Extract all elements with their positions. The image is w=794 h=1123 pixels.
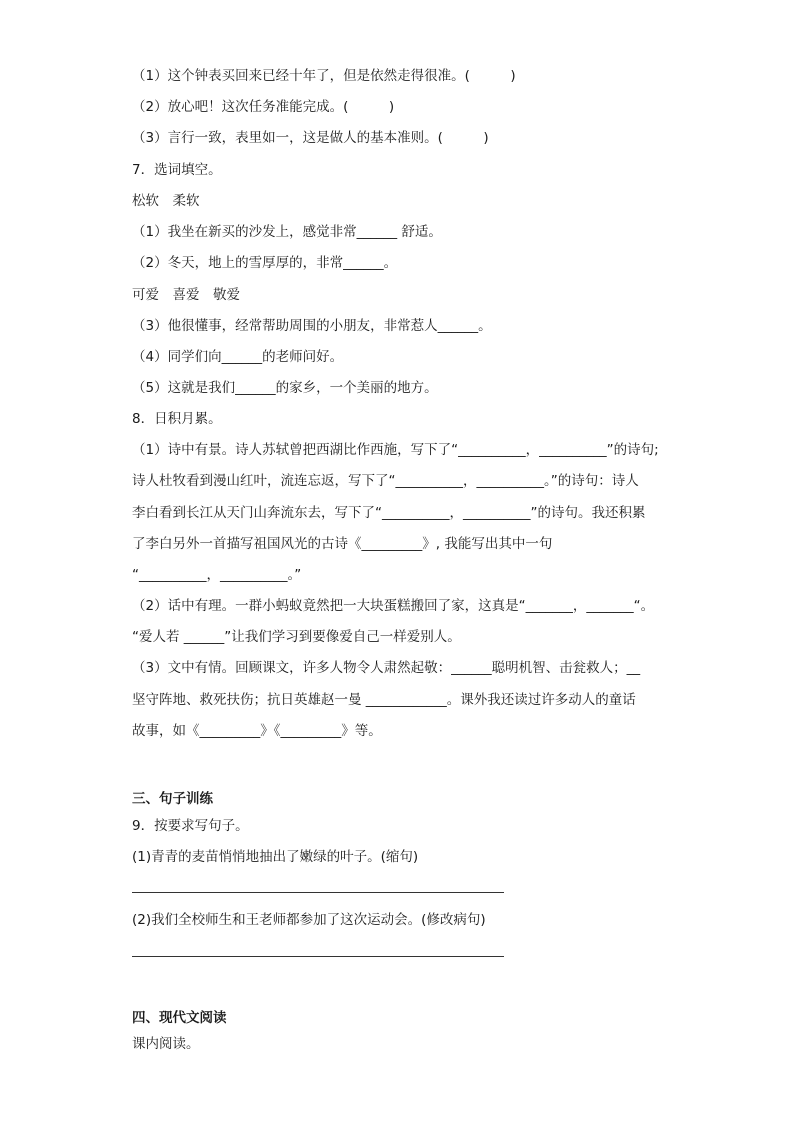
question-9-item-1: (1)青青的麦苗悄悄地抽出了嫩绿的叶子。(缩句) [132,849,419,865]
question-7-item-4: （4）同学们向______的老师问好。 [132,349,344,365]
word-choices-2: 可爱 喜爱 敬爱 [132,287,240,303]
question-8-part-3-line-1: （3）文中有情。回顾课文，许多人物令人肃然起敬：______聪明机智、击瓮救人；__ [132,660,641,676]
question-7-item-1: （1）我坐在新买的沙发上，感觉非常______ 舒适。 [132,224,442,240]
question-7-item-2: （2）冬天，地上的雪厚厚的，非常______。 [132,255,398,271]
question-8-part-2-line-2: “爱人若 ______”让我们学习到要像爱自己一样爱别人。 [132,629,461,645]
question-8-title: 8．日积月累。 [132,411,222,427]
reading-instruction: 课内阅读。 [132,1036,200,1052]
question-8-part-2-line-1: （2）话中有理。一群小蚂蚁竟然把一大块蛋糕搬回了家，这真是“_______，_______“。 [132,598,655,614]
question-8-part-3-line-2: 坚守阵地、救死扶伤；抗日英雄赵一曼 ____________。课外我还读过许多动人的童话 [132,692,636,708]
question-7-item-3: （3）他很懂事，经常帮助周围的小朋友，非常惹人______。 [132,318,492,334]
question-8-part-3-line-3: 故事，如《_________》《_________》等。 [132,723,382,739]
question-8-part-1-line-5: “__________，__________。” [132,567,302,583]
section-3-heading: 三、句子训练 [132,791,213,807]
question-6-item-2: （2）放心吧！这次任务准能完成。( ) [132,99,395,115]
question-8-part-1-line-1: （1）诗中有景。诗人苏轼曾把西湖比作西施，写下了“__________，__________”的诗句; [132,442,659,458]
question-9-title: 9．按要求写句子。 [132,818,249,834]
answer-line-1[interactable] [132,892,504,893]
question-8-part-1-line-3: 李白看到长江从天门山奔流东去，写下了“__________，__________”的诗句。我还积累 [132,505,646,521]
question-8-part-1-line-4: 了李白另外一首描写祖国风光的古诗《_________》, 我能写出其中一句 [132,536,553,552]
question-7-title: 7．选词填空。 [132,162,222,178]
question-6-item-3: （3）言行一致，表里如一，这是做人的基本准则。( ) [132,130,489,146]
word-choices-1: 松软 柔软 [132,193,200,209]
question-7-item-5: （5）这就是我们______的家乡，一个美丽的地方。 [132,380,438,396]
question-6-item-1: （1）这个钟表买回来已经十年了，但是依然走得很准。( ) [132,68,516,84]
question-9-item-2: (2)我们全校师生和王老师都参加了这次运动会。(修改病句) [132,912,486,928]
answer-line-2[interactable] [132,956,504,957]
section-4-heading: 四、现代文阅读 [132,1010,227,1026]
question-8-part-1-line-2: 诗人杜牧看到漫山红叶，流连忘返，写下了“__________，__________。”的诗句：诗人 [132,473,639,489]
